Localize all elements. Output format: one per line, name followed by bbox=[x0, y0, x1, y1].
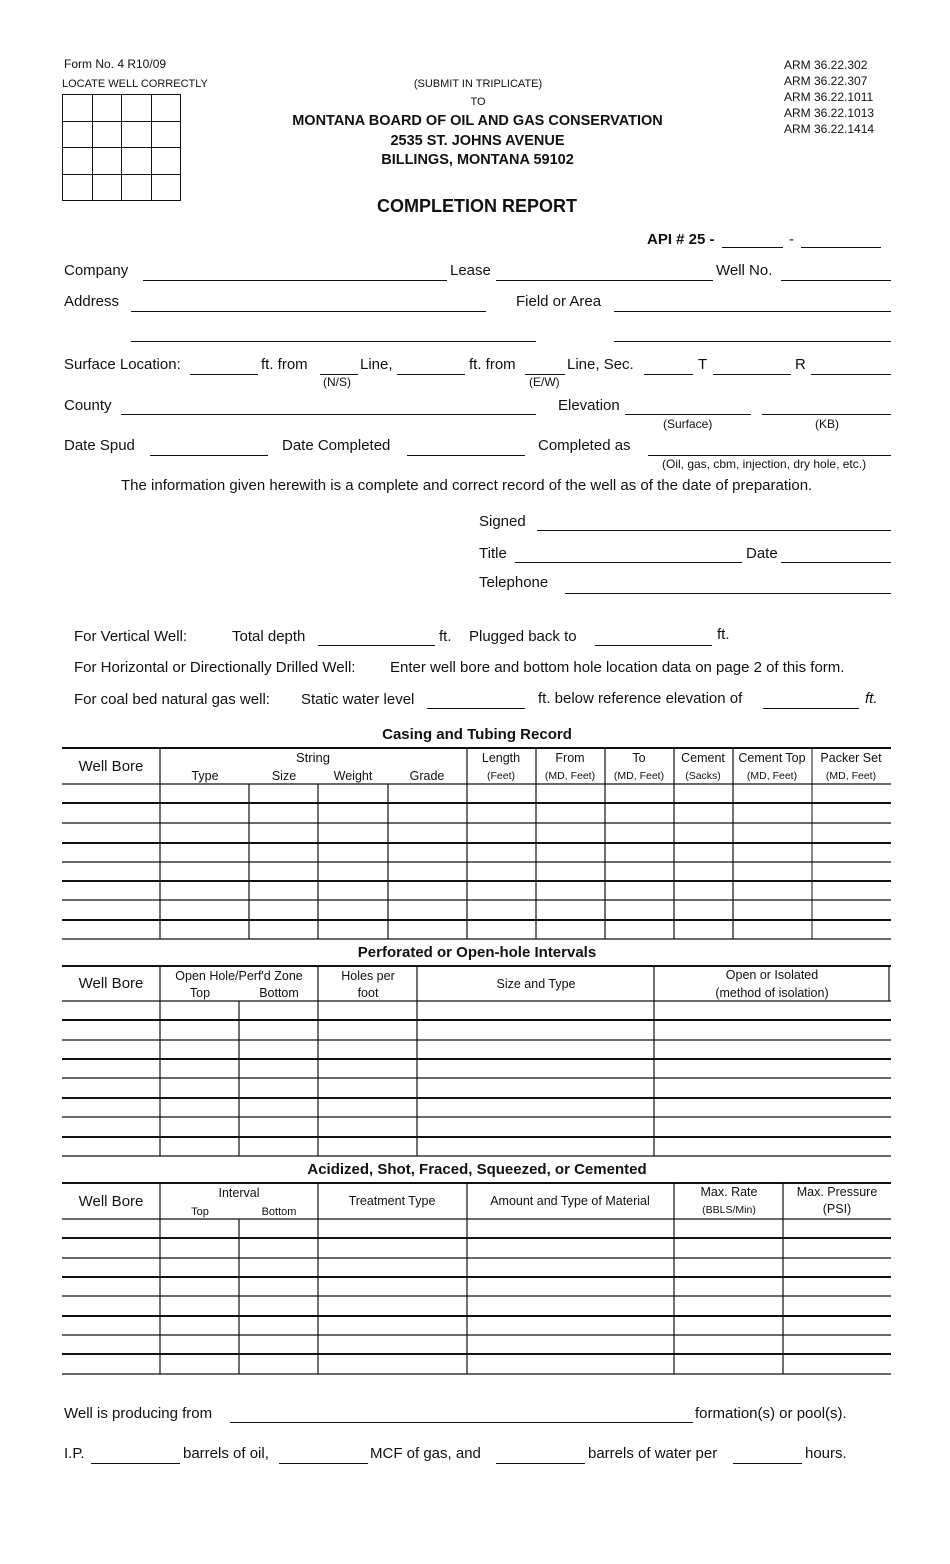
ew-hint: (E/W) bbox=[529, 375, 560, 389]
acid-rate-unit: (BBLS/Min) bbox=[702, 1204, 756, 1216]
acid-top-header: Top bbox=[191, 1206, 209, 1218]
plugged-back-unit: ft. bbox=[717, 626, 730, 643]
horizontal-well-instruction: Enter well bore and bottom hole location data on page 2 of this form. bbox=[390, 659, 845, 676]
form-number: Form No. 4 R10/09 bbox=[64, 57, 167, 71]
perf-well-bore-header: Well Bore bbox=[78, 975, 144, 992]
casing-packer-header: Packer Set bbox=[820, 751, 882, 765]
range-label: R bbox=[795, 356, 806, 373]
static-water-label: Static water level bbox=[301, 691, 415, 708]
perf-top-header: Top bbox=[189, 986, 211, 1000]
casing-string-header: String bbox=[296, 750, 330, 765]
arm-ref: ARM 36.22.1013 bbox=[784, 106, 875, 120]
perf-zone-header: Open Hole/Perf'd Zone bbox=[175, 969, 303, 983]
casing-well-bore-header: Well Bore bbox=[78, 758, 144, 775]
perf-size-type-header: Size and Type bbox=[496, 977, 576, 991]
certification-statement: The information given herewith is a complete and correct record of the well as of the date of preparation. bbox=[121, 477, 813, 494]
total-depth-unit: ft. bbox=[439, 628, 452, 645]
producing-formation-field[interactable] bbox=[230, 1422, 693, 1423]
casing-to-unit: (MD, Feet) bbox=[613, 770, 665, 782]
elevation-label: Elevation bbox=[558, 397, 620, 414]
perf-title: Perforated or Open-hole Intervals bbox=[357, 944, 597, 961]
casing-to-header: To bbox=[632, 751, 646, 765]
casing-cement-top-header: Cement Top bbox=[738, 751, 806, 765]
completed-as-label: Completed as bbox=[538, 437, 631, 454]
board-address-city: BILLINGS, MONTANA 59102 bbox=[381, 152, 574, 168]
surface-hint: (Surface) bbox=[663, 417, 713, 431]
board-name: MONTANA BOARD OF OIL AND GAS CONSERVATION bbox=[292, 113, 663, 129]
ip-label: I.P. bbox=[64, 1445, 85, 1462]
casing-from-header: From bbox=[555, 751, 585, 765]
mcf-gas-label: MCF of gas, and bbox=[370, 1445, 481, 1462]
line-sec-label: Line, Sec. bbox=[567, 356, 634, 373]
perf-foot-header: foot bbox=[357, 986, 379, 1000]
casing-type-header: Type bbox=[191, 769, 219, 783]
line-label: Line, bbox=[360, 356, 393, 373]
perf-holes-header: Holes per bbox=[341, 969, 395, 983]
barrels-water-label: barrels of water per bbox=[588, 1445, 718, 1462]
date-label: Date bbox=[746, 545, 778, 562]
ft-from-label: ft. from bbox=[261, 356, 308, 373]
lease-label: Lease bbox=[450, 262, 491, 279]
plugged-back-label: Plugged back to bbox=[469, 628, 577, 645]
ft-from-label-2: ft. from bbox=[469, 356, 516, 373]
telephone-label: Telephone bbox=[479, 574, 549, 591]
formation-label: formation(s) or pool(s). bbox=[695, 1405, 847, 1422]
arm-ref: ARM 36.22.1414 bbox=[784, 122, 875, 136]
casing-cement-header: Cement bbox=[681, 751, 725, 765]
ip-oil-field[interactable] bbox=[91, 1463, 180, 1464]
below-ref-label: ft. below reference elevation of bbox=[538, 690, 743, 707]
locate-well-label: LOCATE WELL CORRECTLY bbox=[62, 78, 208, 90]
arm-ref: ARM 36.22.1011 bbox=[784, 90, 874, 104]
date-spud-label: Date Spud bbox=[64, 437, 135, 454]
company-label: Company bbox=[64, 262, 129, 279]
page-title: COMPLETION REPORT bbox=[376, 196, 577, 216]
acid-amount-header: Amount and Type of Material bbox=[490, 1194, 650, 1208]
ip-gas-field[interactable] bbox=[279, 1463, 368, 1464]
api-label: API # 25 - bbox=[647, 231, 715, 248]
casing-length-unit: (Feet) bbox=[486, 770, 516, 782]
barrels-oil-label: barrels of oil, bbox=[183, 1445, 269, 1462]
casing-cement-unit: (Sacks) bbox=[685, 770, 721, 782]
field-area-label: Field or Area bbox=[516, 293, 602, 310]
ns-hint: (N/S) bbox=[323, 375, 351, 389]
casing-title: Casing and Tubing Record bbox=[382, 726, 572, 743]
perf-method-header: (method of isolation) bbox=[715, 986, 829, 1000]
to-label: TO bbox=[470, 96, 486, 108]
acid-max-rate-header: Max. Rate bbox=[700, 1185, 758, 1199]
coal-bed-label: For coal bed natural gas well: bbox=[74, 691, 270, 708]
vertical-well-label: For Vertical Well: bbox=[74, 628, 188, 645]
hours-label: hours. bbox=[805, 1445, 847, 1462]
perf-bottom-header: Bottom bbox=[259, 986, 299, 1000]
well-no-label: Well No. bbox=[716, 262, 773, 279]
acid-title: Acidized, Shot, Fraced, Squeezed, or Cemented bbox=[307, 1161, 647, 1178]
title-label: Title bbox=[479, 545, 507, 562]
signed-label: Signed bbox=[479, 513, 526, 530]
casing-from-unit: (MD, Feet) bbox=[544, 770, 596, 782]
acid-bottom-header: Bottom bbox=[261, 1206, 297, 1218]
date-completed-label: Date Completed bbox=[282, 437, 391, 454]
acid-max-pressure-header: Max. Pressure bbox=[796, 1185, 878, 1199]
surface-location-label: Surface Location: bbox=[64, 356, 181, 373]
acid-interval-header: Interval bbox=[218, 1186, 260, 1200]
total-depth-label: Total depth bbox=[232, 628, 306, 645]
casing-weight-header: Weight bbox=[333, 769, 373, 783]
horizontal-well-label: For Horizontal or Directionally Drilled Well: bbox=[74, 659, 356, 676]
ip-water-field[interactable] bbox=[496, 1463, 585, 1464]
township-label: T bbox=[698, 356, 708, 373]
casing-cement-top-unit: (MD, Feet) bbox=[746, 770, 798, 782]
board-address-street: 2535 ST. JOHNS AVENUE bbox=[390, 133, 565, 149]
county-label: County bbox=[64, 397, 112, 414]
producing-from-label: Well is producing from bbox=[64, 1405, 213, 1422]
acid-well-bore-header: Well Bore bbox=[78, 1193, 144, 1210]
completed-as-hint: (Oil, gas, cbm, injection, dry hole, etc.) bbox=[662, 457, 867, 471]
submit-note: (SUBMIT IN TRIPLICATE) bbox=[413, 78, 543, 90]
api-dash: - bbox=[789, 231, 794, 248]
acid-pressure-unit: (PSI) bbox=[822, 1202, 852, 1216]
casing-packer-unit: (MD, Feet) bbox=[825, 770, 877, 782]
kb-hint: (KB) bbox=[815, 417, 839, 431]
perf-open-isolated-header: Open or Isolated bbox=[725, 968, 819, 982]
acid-treatment-header: Treatment Type bbox=[348, 1194, 436, 1208]
arm-ref: ARM 36.22.302 bbox=[784, 58, 868, 72]
address-label: Address bbox=[64, 293, 120, 310]
casing-size-header: Size bbox=[271, 769, 297, 783]
casing-grade-header: Grade bbox=[409, 769, 445, 783]
arm-ref: ARM 36.22.307 bbox=[784, 74, 868, 88]
casing-length-header: Length bbox=[481, 751, 521, 765]
reference-elevation-unit: ft. bbox=[865, 690, 878, 707]
ip-hours-field[interactable] bbox=[733, 1463, 802, 1464]
